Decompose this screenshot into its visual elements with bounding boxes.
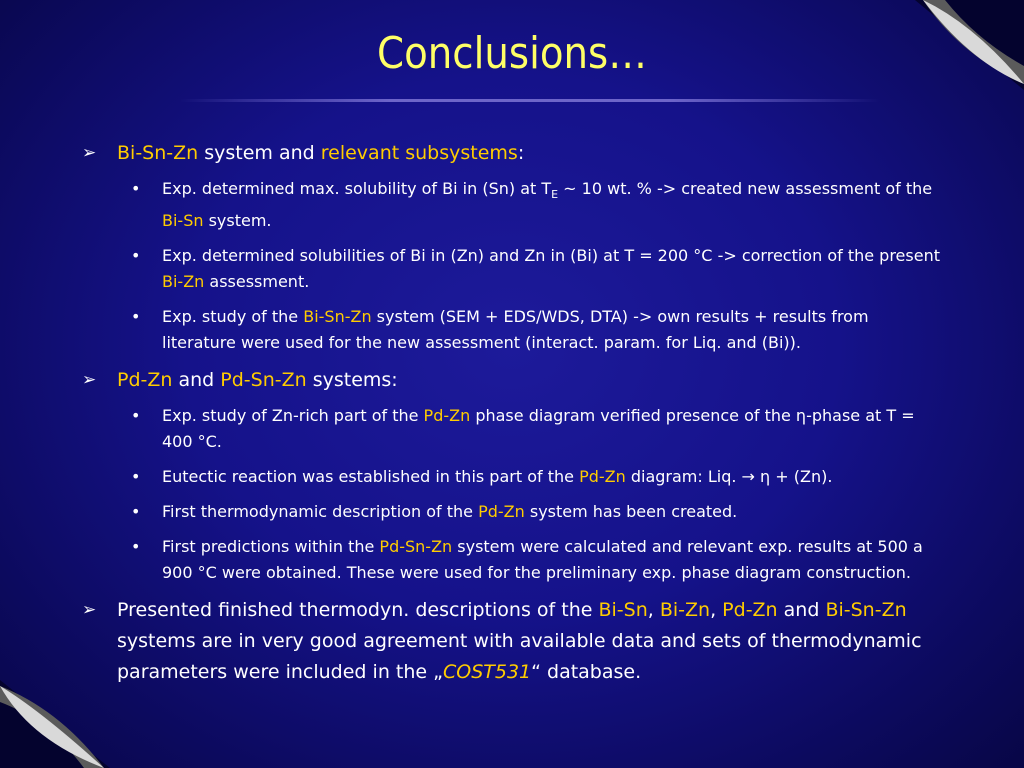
page-curl-icon-bottom-left — [0, 680, 110, 768]
list-item: • Exp. study of the Bi-Sn-Zn system (SEM + EDS/WDS, DTA) -> own results + results from literature were used for the new assessment (interact. param. for Liq. and (Bi)). — [80, 304, 942, 356]
arrowhead-bullet-icon: ➢ — [82, 600, 97, 621]
arrowhead-bullet-icon: ➢ — [82, 370, 97, 391]
dot-bullet-icon: • — [131, 406, 141, 426]
list-item: • Exp. study of Zn-rich part of the Pd-Zn phase diagram verified presence of the η-phase at T = 400 °C. — [80, 403, 942, 455]
dot-bullet-icon: • — [131, 502, 141, 522]
final-conclusion: ➢ Presented finished thermodyn. descriptions of the Bi-Sn, Bi-Zn, Pd-Zn and Bi-Sn-Zn systems are in very good agreement with available data and sets of thermodynamic parameters were included in the „COST531“ database. — [80, 595, 927, 688]
dot-bullet-icon: • — [131, 246, 141, 266]
list-item: • Exp. determined max. solubility of Bi in (Sn) at $T_E$ ~ 10 wt. % -> created new assessment of the Bi-Sn system. — [80, 176, 942, 234]
section-heading-bi-sn-zn: ➢ Bi-Sn-Zn system and relevant subsystems: — [80, 138, 960, 169]
dot-bullet-icon: • — [131, 537, 141, 557]
list-item: • First thermodynamic description of the Pd-Zn system has been created. — [80, 499, 942, 525]
dot-bullet-icon: • — [131, 179, 141, 198]
slide-content — [80, 138, 960, 692]
database-name: COST531 — [442, 661, 532, 684]
list-item: • First predictions within the Pd-Sn-Zn system were calculated and relevant exp. results at 500 a 900 °C were obtained. These were used for the preliminary exp. phase diagram construction. — [80, 534, 942, 586]
list-item: • Exp. determined solubilities of Bi in (Zn) and Zn in (Bi) at T = 200 °C -> correction of the present Bi-Zn assessment. — [80, 243, 942, 295]
arrowhead-bullet-icon: ➢ — [82, 143, 97, 163]
slide-title: Conclusions… — [377, 28, 647, 79]
dot-bullet-icon: • — [131, 307, 141, 327]
title-divider — [180, 99, 880, 102]
arrow-right-icon: → — [741, 467, 755, 487]
dot-bullet-icon: • — [131, 467, 141, 487]
list-item: • Eutectic reaction was established in this part of the Pd-Zn diagram: Liq. → η + (Zn). — [80, 464, 942, 490]
section-heading-pd-zn: ➢ Pd-Zn and Pd-Sn-Zn systems: — [80, 365, 960, 396]
